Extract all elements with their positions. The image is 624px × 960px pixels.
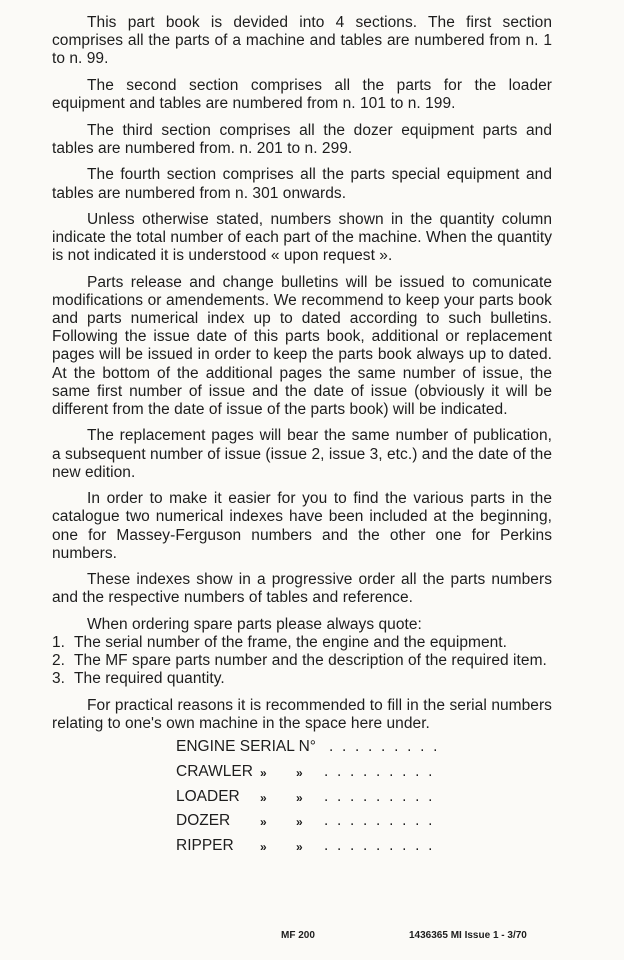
ordering-list: [52, 634, 552, 688]
serial-fill-dots: . . . . . . . . .: [324, 762, 435, 780]
serial-fill-dots: . . . . . . . . .: [329, 738, 440, 755]
list-item-text: The MF spare parts number and the description of the required item.: [74, 652, 547, 670]
serial-label: RIPPER: [176, 837, 234, 855]
paragraph-quantity: Unless otherwise stated, numbers shown in the quantity column indicate the total number of each part of the machine. When the quantity is not indicated it is understood « upon request ».: [52, 211, 552, 265]
ditto-mark: »: [296, 790, 303, 805]
paragraph-sections-intro: This part book is devided into 4 sections. The first section comprises all the parts of a machine and tables are numbered from n. 1 to n. 99.: [52, 14, 552, 68]
ditto-mark: »: [260, 790, 267, 805]
paragraph-closing: For practical reasons it is recommended to fill in the serial numbers relating to one's own machine in the space here under.: [52, 697, 552, 733]
serial-label: DOZER: [176, 812, 231, 830]
ditto-mark: »: [296, 815, 303, 830]
list-item-number: 1.: [52, 634, 66, 652]
list-item-number: 3.: [52, 670, 66, 688]
serial-label: CRAWLER: [176, 762, 253, 780]
list-item: [52, 652, 552, 670]
paragraph-index-order: These indexes show in a progressive order all the parts numbers and the respective numbers of tables and reference.: [52, 571, 552, 607]
footer-model: MF 200: [281, 930, 315, 941]
ditto-mark: »: [260, 815, 267, 830]
list-item: [52, 634, 552, 652]
paragraph-ordering: When ordering spare parts please always quote:: [87, 616, 422, 634]
paragraph-indexes: In order to make it easier for you to find the various parts in the catalogue two numerical indexes have been included at the beginning, one for Massey-Ferguson numbers and the other one for Perkins numbers.: [52, 490, 552, 562]
list-item-text: The required quantity.: [74, 670, 225, 688]
serial-fill-dots: . . . . . . . . .: [324, 787, 435, 805]
paragraph-bulletins: Parts release and change bulletins will be issued to comunicate modifications or amendements. We recommend to keep your parts book and parts numerical index up to dated according to such bulletins. Following the issue date of this parts book, additional or replacement pages will be issued in order to keep the parts book always up to dated. At the bottom of the additional pages the same number of issue, the same first number of issue and the date of issue (obviously it will be different from the date of issue of the parts book) will be indicated.: [52, 274, 552, 418]
ditto-mark: »: [296, 840, 303, 855]
list-item-number: 2.: [52, 652, 66, 670]
footer-publication-number: 1436365 MI Issue 1 - 3/70: [409, 930, 527, 941]
serial-label: LOADER: [176, 787, 240, 805]
serial-fill-dots: . . . . . . . . .: [324, 812, 435, 830]
serial-label: ENGINE SERIAL N°: [176, 738, 316, 755]
paragraph-dozer-section: The third section comprises all the dozer equipment parts and tables are numbered from. n. 201 to n. 299.: [52, 121, 552, 157]
list-item: [52, 670, 552, 688]
paragraph-replacement-pages: The replacement pages will bear the same number of publication, a subsequent number of issue (issue 2, issue 3, etc.) and the date of the new edition.: [52, 427, 552, 481]
ditto-mark: »: [260, 765, 267, 780]
document-body: [52, 14, 552, 742]
list-item-text: The serial number of the frame, the engine and the equipment.: [74, 634, 508, 652]
ditto-mark: »: [296, 765, 303, 780]
paragraph-special-section: The fourth section comprises all the parts special equipment and tables are numbered from n. 301 onwards.: [52, 166, 552, 202]
serial-fill-dots: . . . . . . . . .: [324, 837, 435, 855]
paragraph-loader-section: The second section comprises all the parts for the loader equipment and tables are numbered from n. 101 to n. 199.: [52, 76, 552, 112]
ditto-mark: »: [260, 840, 267, 855]
